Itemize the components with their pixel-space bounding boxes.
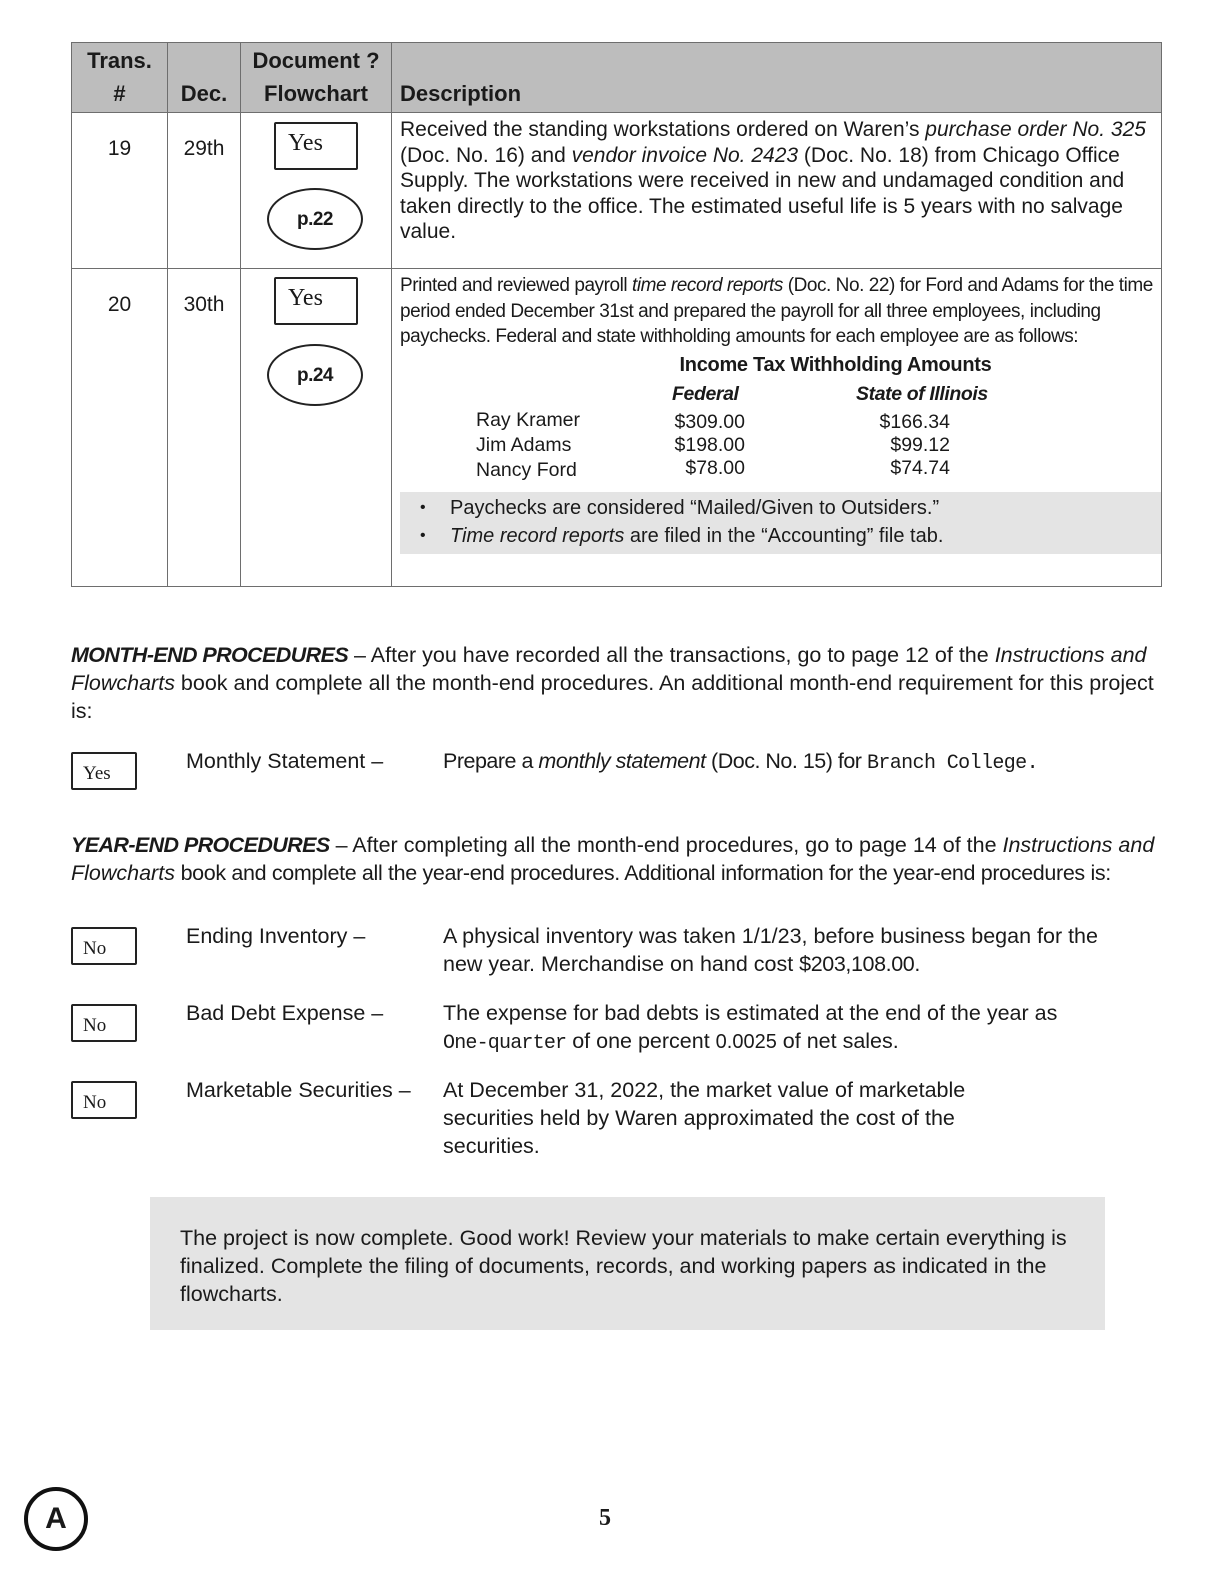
trans-date: 30th xyxy=(168,269,241,587)
text-span: Received the standing workstations ordered on Waren’s xyxy=(400,118,926,141)
procedure-text xyxy=(443,747,1123,778)
text-span: (Doc. No. 15) for xyxy=(705,749,867,773)
document-flowchart-cell xyxy=(241,113,392,269)
page-number: 5 xyxy=(599,1505,611,1531)
filled-value: One-quarter xyxy=(443,1032,567,1055)
document-indicator: Yes xyxy=(71,752,137,790)
text-span: The expense for bad debts is estimated at the end of the year as xyxy=(443,1001,1058,1025)
state-header: State of Illinois xyxy=(856,383,988,406)
header-doc-line1: Document ? xyxy=(252,48,380,73)
year-end-text: book and complete all the year-end procedures. Additional information for the year-end procedures is: xyxy=(174,861,1111,885)
text-span: (Doc. No. 16) and xyxy=(400,143,572,167)
trans-description xyxy=(392,269,1162,587)
document-indicator: No xyxy=(71,927,137,965)
logo-a-icon: A xyxy=(24,1487,88,1551)
document-indicator: Yes xyxy=(274,122,358,170)
filled-value: 0.0025 xyxy=(715,1031,777,1053)
italic-term: purchase order No. 325 xyxy=(925,118,1146,141)
text-span: of one percent xyxy=(566,1029,716,1053)
text-span: of net sales. xyxy=(776,1029,899,1053)
text-span: A physical inventory was taken 1/1/23, before business began for the new year. Merchandise on hand cost xyxy=(443,924,1098,976)
header-trans-number xyxy=(72,43,168,113)
header-document-flowchart xyxy=(241,43,392,113)
withholding-title: Income Tax Withholding Amounts xyxy=(679,353,992,376)
month-end-paragraph xyxy=(71,641,1171,725)
book-title: Instructions and Flowcharts xyxy=(71,833,1155,885)
flowchart-page-link[interactable]: p.24 xyxy=(267,344,363,406)
federal-amount: $198.00 xyxy=(674,434,745,457)
procedure-text xyxy=(443,999,1093,1058)
table-header-row xyxy=(72,43,1162,113)
trans-date: 29th xyxy=(168,113,241,269)
procedure-ending-inventory xyxy=(71,922,1171,982)
italic-term: Time record reports xyxy=(450,525,625,548)
table-row xyxy=(72,269,1162,587)
header-trans-line2: # xyxy=(113,81,126,106)
year-end-heading: YEAR-END PROCEDURES xyxy=(71,833,330,857)
document-indicator: No xyxy=(71,1004,137,1042)
text-span: (Doc. No. 22) for Ford and Adams for the time period ended December 31st and prepared the payroll for all three employees, including paychecks. Federal and state withholding amounts for each employee are as follows: xyxy=(400,275,1153,348)
procedure-label: Marketable Securities – xyxy=(186,1078,411,1102)
flowchart-page-link[interactable]: p.22 xyxy=(267,188,363,250)
employee-name: Jim Adams xyxy=(476,434,572,457)
trans-number: 19 xyxy=(72,113,168,269)
trans-number: 20 xyxy=(72,269,168,587)
header-date: Dec. xyxy=(168,43,241,113)
text-span: Prepare a xyxy=(443,749,539,773)
text-span: . xyxy=(914,952,921,976)
list-item xyxy=(420,522,1162,550)
state-amount: $74.74 xyxy=(890,457,950,480)
italic-term: vendor invoice No. 2423 xyxy=(571,143,799,167)
header-trans-line1: Trans. xyxy=(87,48,152,73)
document-indicator: Yes xyxy=(274,277,358,325)
trans-description xyxy=(392,113,1162,269)
procedure-text: At December 31, 2022, the market value of marketable securities held by Waren approximated the cost of the securities. xyxy=(443,1078,966,1158)
procedure-label: Bad Debt Expense – xyxy=(186,1001,384,1025)
notes-list xyxy=(400,492,1162,554)
procedure-marketable-securities xyxy=(71,1076,1171,1166)
procedure-bad-debt xyxy=(71,999,1171,1059)
month-end-heading: MONTH-END PROCEDURES xyxy=(71,643,349,667)
book-title: Instructions and Flowcharts xyxy=(71,643,1147,695)
transactions-table xyxy=(71,42,1162,587)
employee-name: Nancy Ford xyxy=(476,459,577,482)
state-amount: $99.12 xyxy=(890,434,950,457)
text-span: Printed and reviewed payroll xyxy=(400,275,632,296)
description-text xyxy=(400,118,1146,243)
completion-message: The project is now complete. Good work! Review your materials to make certain everything is finalized. Complete the filing of documents, records, and working papers as indicated in the flowcharts. xyxy=(150,1197,1105,1330)
text-span: (Doc. No. 18) from Chicago Office Supply. The workstations were received in new and undamaged condition and taken directly to the office. The estimated useful life is 5 years with no salvage value. xyxy=(400,143,1125,244)
month-end-text: book and complete all the month-end procedures. An additional month-end requirement for this project is: xyxy=(71,671,1154,723)
employee-name: Ray Kramer xyxy=(476,409,581,432)
document-flowchart-cell xyxy=(241,269,392,587)
procedure-text xyxy=(443,922,1103,978)
withholding-table xyxy=(400,378,1161,488)
federal-amount: $78.00 xyxy=(685,457,745,480)
table-row xyxy=(72,113,1162,269)
year-end-paragraph xyxy=(71,831,1171,887)
italic-term: monthly statement xyxy=(538,749,706,773)
state-amount: $166.34 xyxy=(879,411,950,434)
document-indicator: No xyxy=(71,1081,137,1119)
procedure-label: Ending Inventory – xyxy=(186,924,366,948)
list-item xyxy=(420,494,1162,522)
procedure-label: Monthly Statement – xyxy=(186,749,384,773)
month-end-text: – After you have recorded all the transactions, go to page 12 of the xyxy=(348,643,995,667)
description-text xyxy=(400,273,1161,350)
text-span: are filed in the “Accounting” file tab. xyxy=(624,525,944,548)
italic-term: time record reports xyxy=(631,275,783,296)
header-doc-line2: Flowchart xyxy=(264,81,368,106)
header-description: Description xyxy=(392,43,1162,113)
filled-value: $203,108.00 xyxy=(799,952,915,976)
federal-header: Federal xyxy=(672,383,739,406)
text-span: Paychecks are considered “Mailed/Given to Outsiders.” xyxy=(450,497,940,520)
filled-value: Branch College. xyxy=(866,752,1038,775)
year-end-text: – After completing all the month-end procedures, go to page 14 of the xyxy=(329,833,1003,857)
procedure-monthly-statement xyxy=(71,747,1171,807)
federal-amount: $309.00 xyxy=(674,411,745,434)
